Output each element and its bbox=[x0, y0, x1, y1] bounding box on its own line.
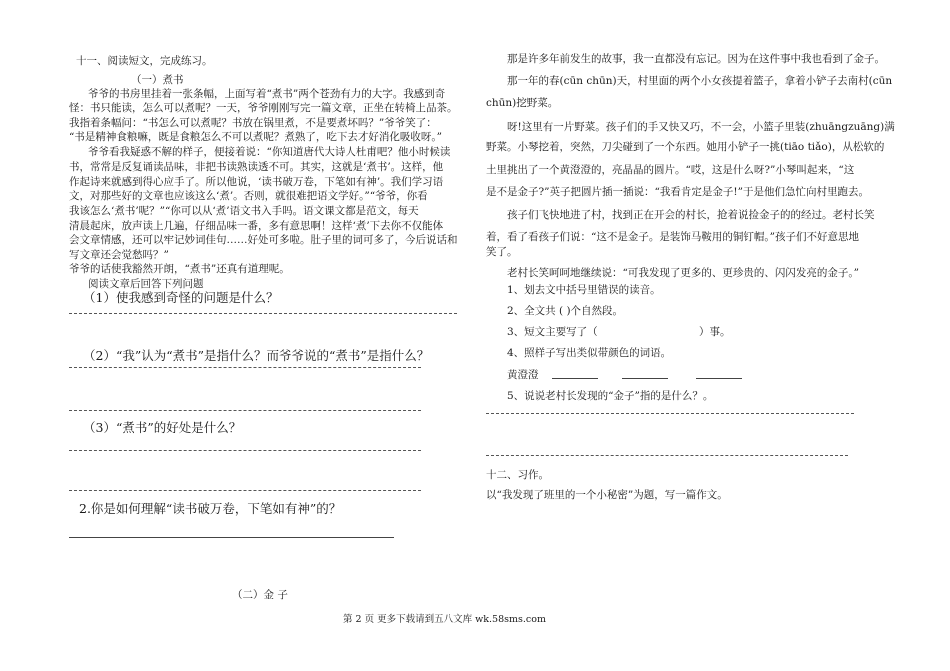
example-word: 黄澄澄 bbox=[507, 369, 539, 381]
answer-line-4[interactable] bbox=[69, 537, 394, 538]
word-blank-2[interactable] bbox=[622, 378, 668, 379]
story-line: 那是许多年前发生的故事，我一直都没有忘记。因为在这件事中我也看到了金子。 bbox=[507, 53, 885, 65]
story-1-title: （一）煮书 bbox=[131, 74, 184, 86]
story-line: 怪：书只能读，怎么可以煮呢？一天，爷爷刚刚写完一篇文章，正坐在转椅上品茶。 bbox=[69, 102, 458, 114]
story-line: 孩子们飞快地进了村，找到正在开会的村长，抢着说捡金子的的经过。老村长笑 bbox=[507, 209, 875, 221]
section-12-prompt: 以“我发现了班里的一个小秘密”为题，写一篇作文。 bbox=[486, 489, 728, 501]
story-line: 爷爷的话使我豁然开朗，“煮书”还真有道理呢。 bbox=[69, 263, 290, 275]
answer-line-3b[interactable] bbox=[69, 490, 421, 491]
page-footer: 第 2 页 更多下载请到五八文库 wk.58sms.com bbox=[343, 614, 546, 625]
question-r1: 1、划去文中括号里错误的读音。 bbox=[507, 284, 661, 296]
story-line: chūn)挖野菜。 bbox=[486, 97, 559, 109]
question-r5: 5、说说老村长发现的“金子”指的是什么？。 bbox=[507, 390, 714, 402]
story-line: 清晨起床，放声读上几遍，仔细品味一番，多有意思啊！这样‘煮’下去你不仅能体 bbox=[69, 220, 444, 232]
story-line: “书是精神食粮嘛，既是食粮怎么不可以煮呢？煮熟了，吃下去才好消化吸收呀。” bbox=[69, 131, 442, 143]
question-r4: 4、照样子写出类似带颜色的词语。 bbox=[507, 347, 672, 359]
question-r2: 2、全文共 ( )个自然段。 bbox=[507, 305, 624, 317]
answer-line-r5a[interactable] bbox=[486, 413, 854, 414]
question-1: （1）使我感到奇怪的问题是什么？ bbox=[83, 290, 279, 305]
story-line: 老村长笑呵呵地继续说：“可我发现了更多的、更珍贵的、闪闪发亮的金子。” bbox=[507, 267, 859, 279]
answer-line-r5b[interactable] bbox=[486, 455, 848, 456]
story-line: 野菜。小琴挖着，突然，刀尖碰到了一个东西。她用小铲子一挑(tiāo tiǎo)，从松软的 bbox=[486, 141, 885, 153]
question-r3: 3、短文主要写了（ bbox=[507, 326, 598, 338]
question-3: （3）“煮书”的好处是什么？ bbox=[83, 420, 242, 435]
story-line: 作起诗来就感到得心应手了。所以他说，‘读书破万卷，下笔如有神’。我们学习语 bbox=[69, 176, 444, 188]
story-line: 我该怎么‘煮书’呢？”“你可以从‘煮’语文书入手吗。语文课文都是范文，每天 bbox=[69, 205, 419, 217]
answer-line-1[interactable] bbox=[69, 313, 457, 314]
story-line: 写文章还会觉愁吗？” bbox=[69, 249, 169, 261]
story-line: 文，对那些好的文章也应该这么‘煮’。否则，就很难把语文学好。”“爷爷，你看 bbox=[69, 190, 428, 202]
section-12-title: 十二、习作。 bbox=[486, 469, 549, 481]
story-line: 那一年的春(cūn chūn)天，村里面的两个小女孩提着篮子，拿着小铲子去南村(cūn bbox=[507, 75, 893, 87]
story-line: 笑了。 bbox=[486, 246, 518, 258]
story-line: 会文章情感，还可以牢记妙词佳句……好处可多啦。肚子里的词可多了，今后说话和 bbox=[69, 234, 458, 246]
story-line: 爷爷的书房里挂着一张条幅，上面写着“煮书”两个苍劲有力的大字。我感到奇 bbox=[88, 88, 446, 100]
story-line: 是不是金子?”英子把圆片插一插说：“我看肯定是金子!”于是他们急忙向村里跑去。 bbox=[486, 186, 869, 198]
story-line: 呀!这里有一片野菜。孩子们的手又快又巧，不一会，小篮子里装(zhuāngzuāng)满 bbox=[507, 121, 895, 133]
story-line: 着，看了看孩子们说：“这不是金子。是装饰马鞍用的铜钉帽。”孩子们不好意思地 bbox=[486, 231, 859, 243]
story-line: 我指着条幅问：“书怎么可以煮呢？书放在锅里煮，不是要煮坏吗？”爷爷笑了： bbox=[69, 117, 437, 129]
question-r3-suffix: ）事。 bbox=[699, 326, 731, 338]
story-2-title: （二）金 子 bbox=[232, 589, 288, 601]
word-blank-3[interactable] bbox=[696, 378, 742, 379]
word-blank-1[interactable] bbox=[552, 378, 598, 379]
story-line: 土里挑出了一个黄澄澄的，亮晶晶的圆片。“哎，这是什么呀?”小琴叫起来，“这 bbox=[486, 164, 855, 176]
answer-line-2a[interactable] bbox=[69, 367, 421, 368]
question-2: （2）“我”认为“煮书”是指什么？而爷爷说的“煮书”是指什么？ bbox=[83, 348, 430, 363]
answer-line-2b[interactable] bbox=[69, 410, 421, 411]
instruction-text: 阅读文章后回答下列问题 bbox=[88, 278, 204, 290]
answer-line-3a[interactable] bbox=[69, 450, 421, 451]
story-line: 爷爷看我疑惑不解的样子，便接着说：“你知道唐代大诗人杜甫吧？他小时候读 bbox=[88, 146, 451, 158]
story-line: 书，常常是反复诵读品味，非把书读熟读透不可。其实，这就是‘煮书’。这样，他 bbox=[69, 161, 444, 173]
section-11-title: 十一、阅读短文，完成练习。 bbox=[76, 55, 213, 67]
question-4: 2.你是如何理解“读书破万卷，下笔如有神”的？ bbox=[79, 501, 342, 516]
